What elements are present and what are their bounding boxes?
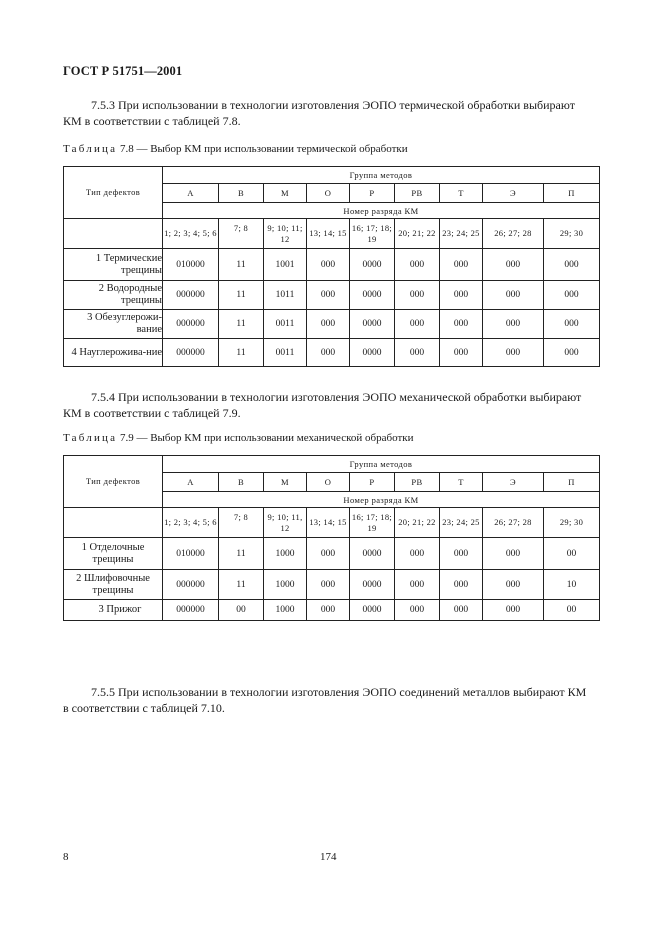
value-cell: 00 [544,600,600,621]
table-row [64,339,600,367]
caption-text: 7.9 — Выбор КМ при использовании механической обработки [119,432,414,444]
caption-word: Таблица [63,143,118,155]
paragraph-line: 7.5.3 При использовании в технологии изготовления ЭОПО термической обработки выбирают [91,98,575,112]
group-header: Группа методов [163,167,600,184]
paragraph-7-5-5 [63,684,603,716]
table-row [64,249,600,281]
value-cell: 11 [219,281,264,310]
code-cell: 7; 8 [219,219,264,249]
value-cell: 11 [219,310,264,339]
method-cell: А [163,184,219,203]
method-cell: М [264,184,307,203]
empty-cell [64,219,163,249]
value-cell: 000 [307,570,350,600]
value-cell: 0000 [350,570,395,600]
value-cell: 0000 [350,339,395,367]
code-cell: 16; 17; 18; 19 [350,219,395,249]
value-cell: 000000 [163,339,219,367]
method-cell: РВ [395,473,440,492]
value-cell: 010000 [163,538,219,570]
table-row [64,600,600,621]
value-cell: 11 [219,538,264,570]
code-header: Номер разряда КМ [163,492,600,508]
row-label: 3 Обезуглерожи-вание [64,310,163,339]
value-cell: 000 [440,339,483,367]
value-cell: 000 [307,281,350,310]
value-cell: 0000 [350,600,395,621]
value-cell: 1000 [264,600,307,621]
table-7-8 [63,166,600,367]
code-cell: 13; 14; 15 [307,219,350,249]
code-cell: 26; 27; 28 [483,508,544,538]
value-cell: 000 [307,600,350,621]
value-cell: 000 [440,538,483,570]
col-header-defect-type: Тип дефектов [64,167,163,219]
value-cell: 000 [544,281,600,310]
code-cell: 26; 27; 28 [483,219,544,249]
document-header: ГОСТ Р 51751—2001 [63,64,183,78]
value-cell: 000000 [163,281,219,310]
method-cell: П [544,184,600,203]
code-header: Номер разряда КМ [163,203,600,219]
col-header-defect-type: Тип дефектов [64,456,163,508]
code-cell: 23; 24; 25 [440,219,483,249]
value-cell: 1000 [264,538,307,570]
value-cell: 000 [440,310,483,339]
paragraph-line: в соответствии с таблицей 7.10. [63,701,225,715]
value-cell: 000000 [163,310,219,339]
method-cell: О [307,184,350,203]
table-row [64,281,600,310]
code-cell: 29; 30 [544,219,600,249]
value-cell: 000 [307,339,350,367]
value-cell: 0011 [264,310,307,339]
method-cell: А [163,473,219,492]
row-label: 4 Науглерожива-ние [64,339,163,367]
page-number-left: 8 [63,851,69,863]
method-cell: Т [440,473,483,492]
method-cell: М [264,473,307,492]
value-cell: 000 [307,249,350,281]
value-cell: 0000 [350,310,395,339]
table-7-9 [63,455,600,621]
value-cell: 000000 [163,570,219,600]
value-cell: 11 [219,339,264,367]
value-cell: 000 [483,538,544,570]
code-cell: 16; 17; 18; 19 [350,508,395,538]
code-cell: 9; 10; 11, 12 [264,508,307,538]
value-cell: 0011 [264,339,307,367]
value-cell: 11 [219,570,264,600]
value-cell: 000 [395,570,440,600]
code-cell: 20; 21; 22 [395,219,440,249]
method-cell: П [544,473,600,492]
value-cell: 000 [483,570,544,600]
row-label: 1 Термические трещины [64,249,163,281]
table-row [64,538,600,570]
table-row [64,570,600,600]
value-cell: 00 [219,600,264,621]
code-cell: 1; 2; 3; 4; 5; 6 [163,508,219,538]
paragraph-line: КМ в соответствии с таблицей 7.8. [63,114,241,128]
paragraph-line: 7.5.4 При использовании в технологии изготовления ЭОПО механической обработки выбирают [91,390,582,404]
value-cell: 000 [544,310,600,339]
codes-row [64,219,600,249]
paragraph-line: КМ в соответствии с таблицей 7.9. [63,406,241,420]
code-cell: 1; 2; 3; 4; 5; 6 [163,219,219,249]
code-cell: 29; 30 [544,508,600,538]
value-cell: 0000 [350,281,395,310]
value-cell: 000 [440,249,483,281]
row-label: 3 Прижог [64,600,163,621]
value-cell: 000 [395,249,440,281]
method-cell: Р [350,473,395,492]
table-7-8-caption [63,143,408,155]
value-cell: 000 [395,310,440,339]
value-cell: 000000 [163,600,219,621]
value-cell: 000 [440,281,483,310]
code-cell: 23; 24; 25 [440,508,483,538]
value-cell: 000 [395,281,440,310]
method-cell: Э [483,473,544,492]
paragraph-7-5-4 [63,389,603,421]
caption-word: Таблица [63,432,118,444]
value-cell: 000 [307,310,350,339]
paragraph-7-5-3 [63,97,603,129]
code-cell: 7; 8 [219,508,264,538]
method-cell: В [219,473,264,492]
value-cell: 0000 [350,249,395,281]
value-cell: 010000 [163,249,219,281]
value-cell: 1001 [264,249,307,281]
empty-cell [64,508,163,538]
value-cell: 000 [307,538,350,570]
value-cell: 1011 [264,281,307,310]
caption-text: 7.8 — Выбор КМ при использовании термической обработки [119,143,408,155]
paragraph-line: 7.5.5 При использовании в технологии изготовления ЭОПО соединений металлов выбирают КМ [91,685,587,699]
value-cell: 1000 [264,570,307,600]
method-cell: Т [440,184,483,203]
method-cell: Р [350,184,395,203]
row-label: 2 Водородные трещины [64,281,163,310]
value-cell: 000 [440,600,483,621]
method-cell: В [219,184,264,203]
group-header: Группа методов [163,456,600,473]
code-cell: 13; 14; 15 [307,508,350,538]
table-row [64,310,600,339]
value-cell: 000 [483,310,544,339]
value-cell: 0000 [350,538,395,570]
value-cell: 000 [544,339,600,367]
code-cell: 20; 21; 22 [395,508,440,538]
row-label: 2 Шлифовочные трещины [64,570,163,600]
codes-row [64,508,600,538]
value-cell: 11 [219,249,264,281]
value-cell: 000 [440,570,483,600]
value-cell: 10 [544,570,600,600]
table-7-9-caption [63,432,413,444]
value-cell: 00 [544,538,600,570]
value-cell: 000 [483,600,544,621]
page-number-center: 174 [320,851,337,863]
code-cell: 9; 10; 11; 12 [264,219,307,249]
method-cell: О [307,473,350,492]
value-cell: 000 [395,339,440,367]
value-cell: 000 [395,600,440,621]
value-cell: 000 [544,249,600,281]
method-cell: Э [483,184,544,203]
value-cell: 000 [395,538,440,570]
row-label: 1 Отделочные трещины [64,538,163,570]
value-cell: 000 [483,281,544,310]
value-cell: 000 [483,339,544,367]
method-cell: РВ [395,184,440,203]
value-cell: 000 [483,249,544,281]
